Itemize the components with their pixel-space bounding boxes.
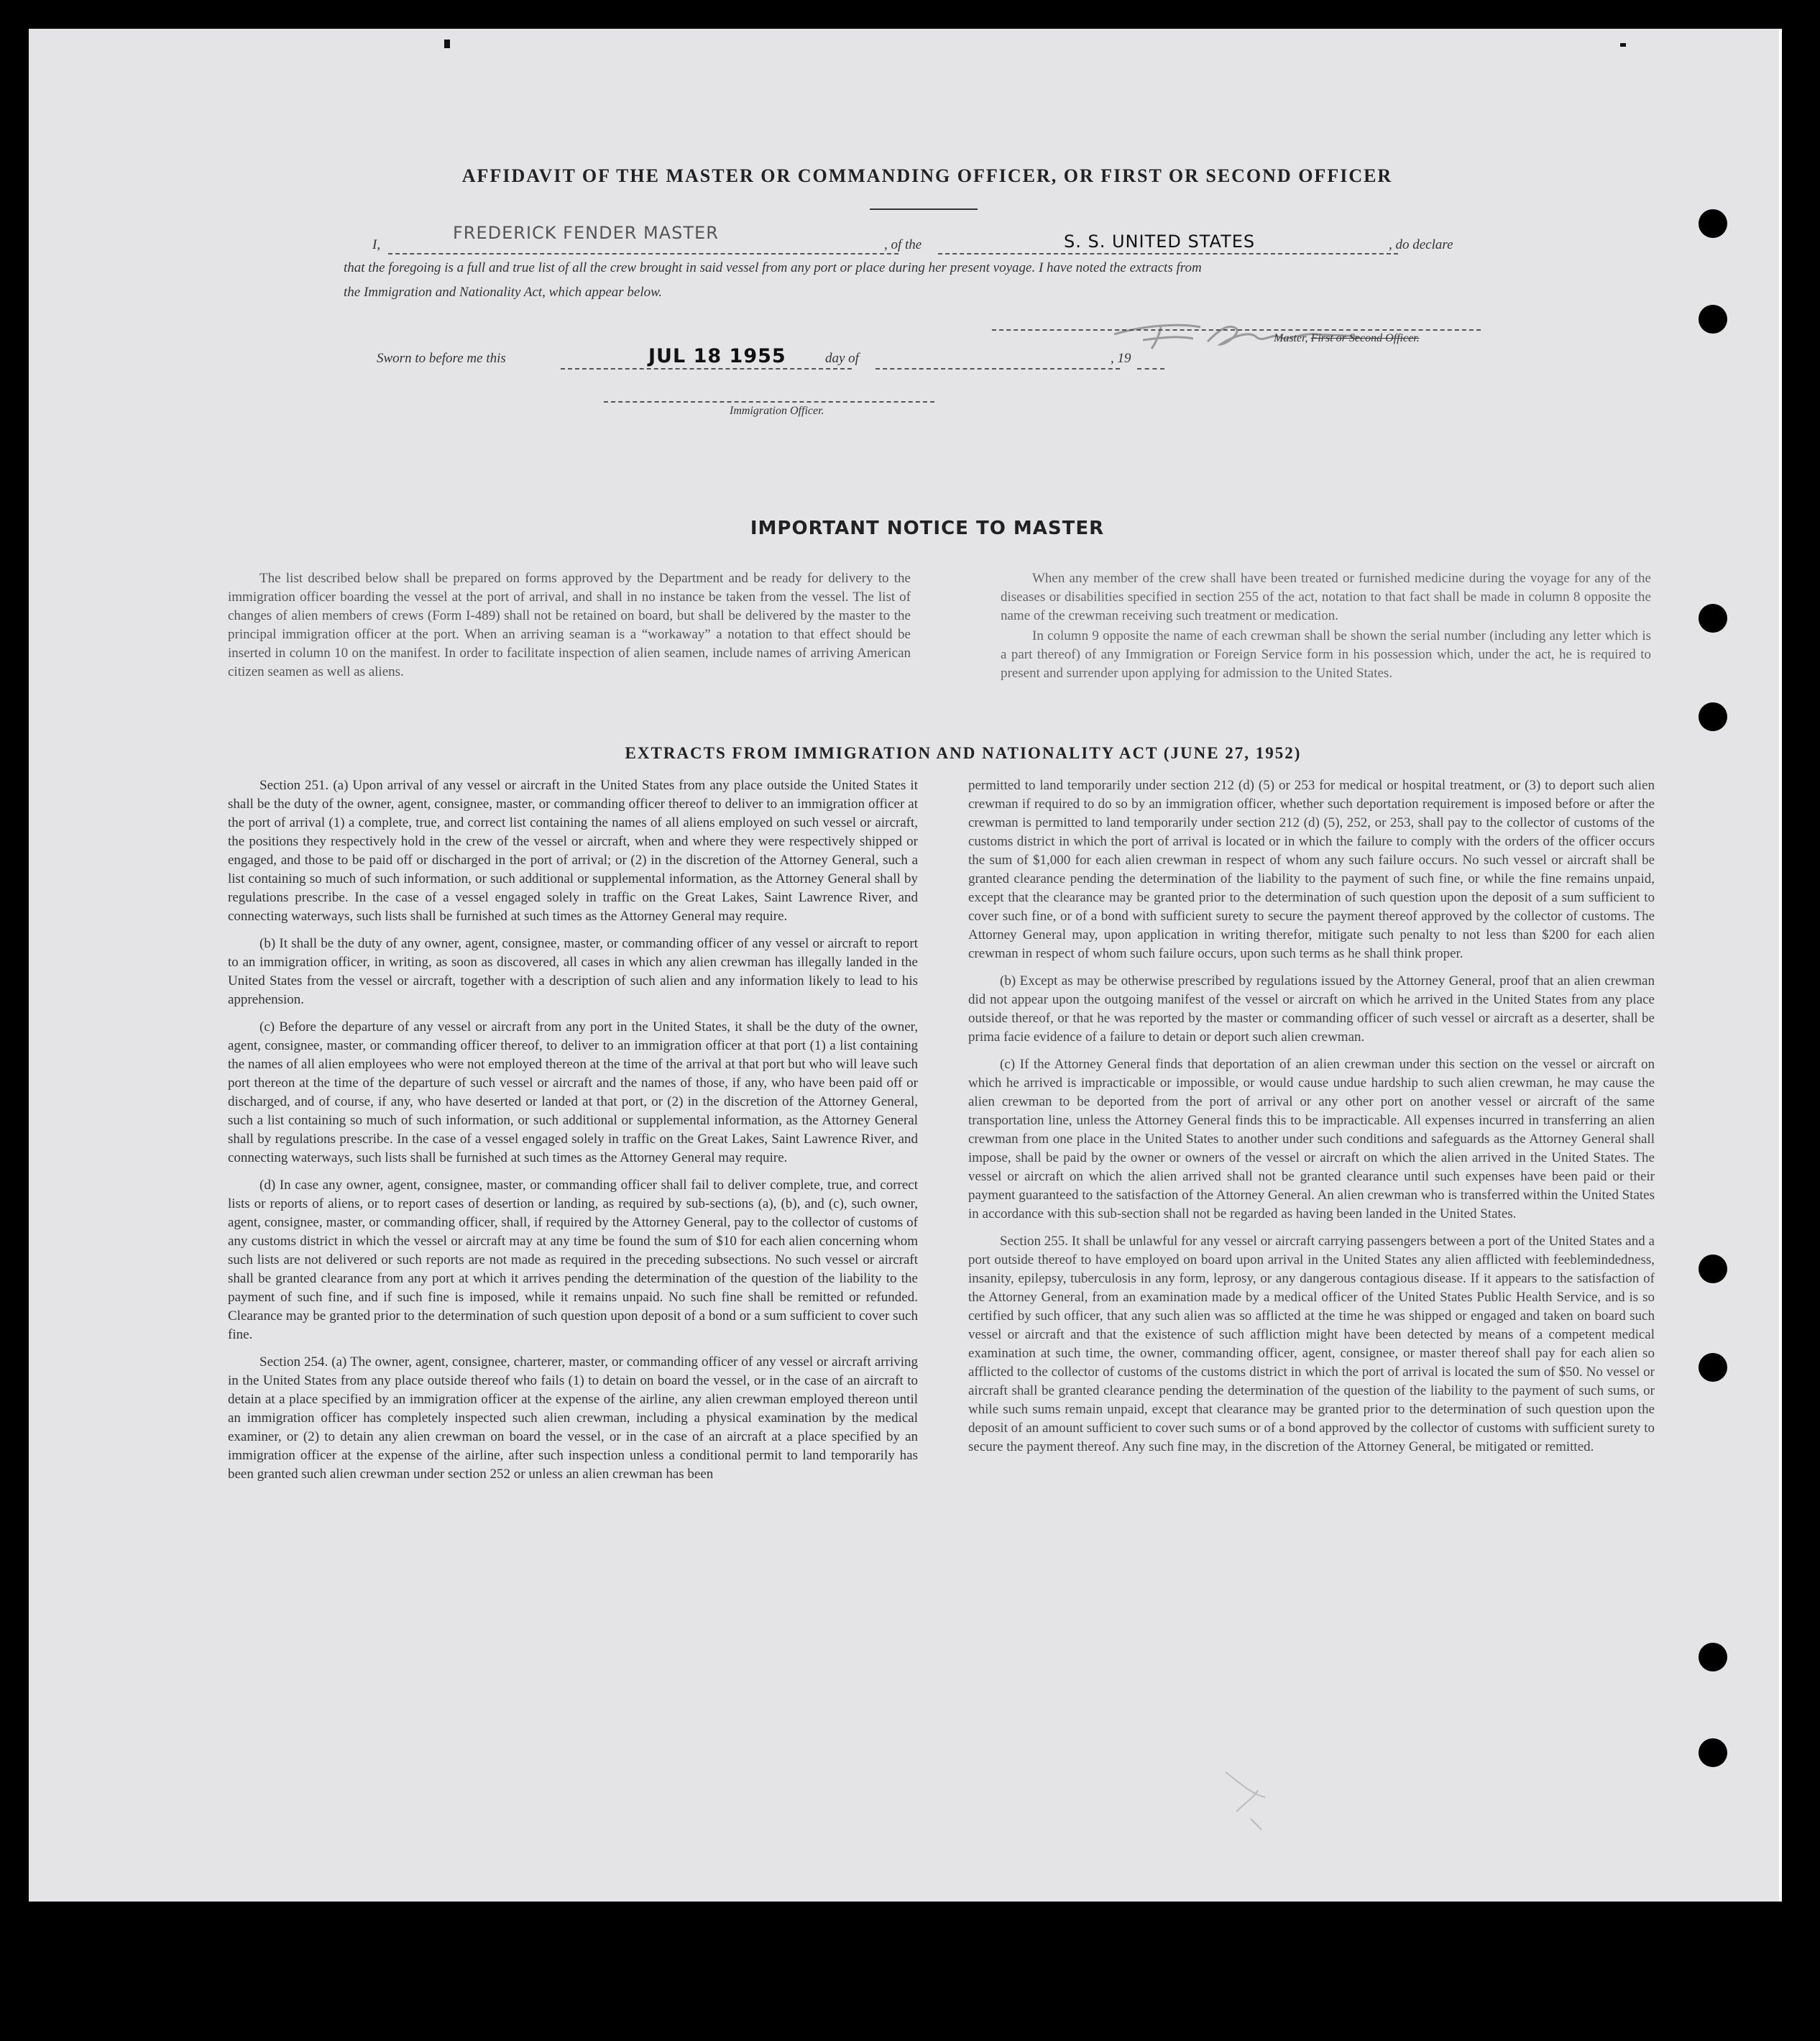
extract-section-254c: (c) If the Attorney General finds that deportation of an alien crewman under this section on the vessel or aircraft on which he arrived is impracticable or impossible, or would cause undue hardship to such alien crewman, he may cause the alien crewman to be deported from the port of arrival or any other port on another vessel or aircraft of the same transportation line, unless the Attorney General finds this to be impracticable. All expenses incurred in transferring an alien crewman from one place in the United States to another under such conditions and safeguards as the Attorney General shall impose, shall be paid by the owner or owners of the vessel or aircraft on which the alien arrived in the United States. The vessel or aircraft on which the alien arrived shall not be granted clearance until such expenses have been paid or their payment guaranteed to the satisfaction of the Attorney General. An alien crewman who is transferred within the United States in accordance with this sub-section shall not be regarded as having been landed in the United States. (968, 1057, 1655, 1221)
date-stamp: JUL 18 1955 (648, 345, 786, 367)
extract-section-251b: (b) It shall be the duty of any owner, agent, consignee, master, or commanding officer of any vessel or aircraft to report to an immigration officer, in writing, as soon as discovered, all cases in which any alien crewman has illegally landed in the United States from the vessel or aircraft, together with a description of such alien and any information likely to lead to his apprehension. (228, 936, 918, 1007)
master-label: Master, (1274, 332, 1308, 344)
notice-paragraph: When any member of the crew shall have been treated or furnished medicine during the voyage for any of the diseases or disabilities specified in section 255 of the act, notation to that fact shall be made in column 8 opposite the name of the crewman receiving such treatment or medication. (1001, 571, 1651, 623)
speck (444, 40, 450, 48)
sworn-label: Sworn to before me this (377, 351, 506, 366)
notice-right-column (1001, 569, 1651, 692)
form-page (29, 29, 1779, 1902)
extract-section-255: Section 255. It shall be unlawful for any vessel or aircraft carrying passengers between a port of the United States and a port outside thereof to have employed on board upon arrival in the United States any alien afflicted with feeblemindedness, insanity, epilepsy, tuberculosis in any form, leprosy, or any dangerous contagious disease. If it appears to the satisfaction of the Attorney General, from an examination made by a medical officer of the United States Public Health Service, and is so certified by such officer, that any such alien was so afflicted at the time he was shipped or engaged and taken on board such vessel or aircraft and that the existence of such affliction might have been detected by means of a competent medical examination at such time, the owner, commanding officer, agent, consignee, or master thereof shall pay for each alien so afflicted to the collector of customs of the customs district in which the port of arrival is located the sum of $50. No vessel or aircraft shall be granted clearance pending the determination of the question of the liability to the payment of such sums, or while such sums remain unpaid, except that clearance may be granted prior to the determination of such question upon the deposit of an amount sufficient to cover such sums or of a bond approved by the collector of customs with sufficient surety to secure the payment thereof. Any such fine may, in the discretion of the Attorney General, be mitigated or remitted. (968, 1234, 1655, 1454)
officer-caption: Immigration Officer. (730, 405, 824, 417)
master-caption (1274, 332, 1420, 345)
officer-signature-line (604, 401, 934, 403)
statement-line-2: the Immigration and Nationality Act, which appear below. (344, 285, 663, 300)
punch-hole (1699, 1353, 1727, 1382)
do-declare-label: , do declare (1389, 237, 1453, 252)
extracts-left-column (228, 776, 918, 1492)
punch-hole (1699, 1643, 1727, 1671)
punch-hole (1699, 702, 1727, 731)
extract-section-251d: (d) In case any owner, agent, consignee, master, or commanding officer shall fail to deliver complete, true, and correct lists or reports of aliens, or to report cases of desertion or landing, as required by sub-sections (a), (b), and (c), such owner, agent, consignee, master, or commanding officer, shall, if required by the Attorney General, pay to the collector of customs of any customs district in which the vessel or aircraft may at any time be found the sum of $10 for each alien concerning whom such lists are not delivered or such reports are not made as required in the preceding subsections. No such vessel or aircraft shall be granted clearance from any port at which it arrives pending the determination of the question of the liability to the payment of such fine, and if such fine is imposed, while it remains unpaid. No such fine shall be remitted or refunded. Clearance may be granted prior to the determination of such question upon deposit of a bond or a sum sufficient to cover such fine. (228, 1178, 918, 1342)
extracts-title: EXTRACTS FROM IMMIGRATION AND NATIONALITY ACT (JUNE 27, 1952) (625, 744, 1302, 762)
vessel-field-line (938, 253, 1398, 254)
name-field-line (388, 253, 898, 254)
punch-hole (1699, 1738, 1727, 1767)
year-label: , 19 (1111, 351, 1131, 366)
punch-hole (1699, 305, 1727, 334)
notice-title: IMPORTANT NOTICE TO MASTER (750, 518, 1105, 539)
pen-mark (1222, 1769, 1272, 1837)
extract-section-251c: (c) Before the departure of any vessel or aircraft from any port in the United States, it shall be the duty of the owner, agent, consignee, master, or commanding officer thereof, to deliver to an immigration officer at that port (1) a list containing the names of all alien employees who were not employed thereon at the time of the arrival at that port but who will leave such port thereon at the time of the departure of such vessel or aircraft and the names of those, if any, who have been paid off or discharged, and of course, if any, who have deserted or landed at that port, or (2) in the discretion of the Attorney General, such a list containing so much of such information, or such additional or supplemental information, as the Attorney General shall by regulations prescribe. In the case of a vessel engaged solely in traffic on the Great Lakes, Saint Lawrence River, and connecting waterways, such lists shall be furnished at such times as the Attorney General may require. (228, 1019, 918, 1165)
day-of-label: day of (825, 351, 859, 366)
of-the-label: , of the (884, 237, 922, 252)
sworn-month-line (875, 368, 1120, 370)
affidavit-title: AFFIDAVIT OF THE MASTER OR COMMANDING OFFICER, OR FIRST OR SECOND OFFICER (461, 165, 1393, 186)
extract-section-254a: Section 254. (a) The owner, agent, consignee, charterer, master, or commanding officer of any vessel or aircraft arriving in the United States from any place outside thereof who fails (1) to detain on board the vessel, or in the case of an aircraft to detain at a place specified by an immigration officer at the expense of the airline, any alien crewman employed thereon until an immigration officer has completely inspected such alien crewman, including a physical examination by the medical examiner, or (2) to detain any alien crewman on board the vessel, or in the case of an aircraft at a place specified by an immigration officer at the expense of the airline, after such inspection unless a conditional permit to land temporarily has been granted such alien crewman under section 252 or unless an alien crewman has been (228, 1354, 918, 1482)
notice-paragraph: In column 9 opposite the name of each crewman shall be shown the serial number (including any letter which is a part thereof) of any Immigration or Foreign Service form in his possession which, under the act, he is required to present and surrender upon applying for admission to the United States. (1001, 628, 1651, 681)
i-label: I, (372, 237, 381, 252)
extract-section-251a: Section 251. (a) Upon arrival of any vessel or aircraft in the United States from any place outside the United States it shall be the duty of the owner, agent, consignee, master, or commanding officer thereof to deliver to an immigration officer at the port of arrival (1) a complete, true, and correct list containing the names of all aliens employed on such vessel or aircraft, the positions they respectively hold in the crew of the vessel or aircraft, when and where they were respectively shipped or engaged, and those to be paid off or discharged in the port of arrival; or (2) in the discretion of the Attorney General, such a list containing so much of such information, or such additional or supplemental information, as the Attorney General shall by regulations prescribe. In the case of a vessel engaged solely in traffic on the Great Lakes, Saint Lawrence River, and connecting waterways, such lists shall be furnished at such times as the Attorney General may require. (228, 778, 918, 924)
vessel-name-typed: S. S. UNITED STATES (1064, 231, 1256, 252)
extracts-right-column (968, 776, 1655, 1465)
page-edge (1779, 29, 1782, 1902)
title-divider (870, 208, 978, 210)
statement-line-1: that the foregoing is a full and true list of all the crew brought in said vessel from any port or place during her present voyage. I have noted the extracts from (344, 260, 1202, 275)
notice-paragraph: The list described below shall be prepared on forms approved by the Department and be ready for delivery to the immigration officer boarding the vessel at the port of arrival, and shall in no instance be taken from the vessel. The list of changes of alien members of crews (Form I-489) shall not be retained on board, but shall be delivered by the master to the principal immigration officer at the port. When an arriving seaman is a “workaway” a notation to that effect should be inserted in column 10 on the manifest. In order to facilitate inspection of alien seamen, include names of arriving American citizen seamen as well as aliens. (228, 571, 911, 679)
punch-hole (1699, 604, 1727, 633)
speck (1620, 43, 1626, 47)
sworn-day-line (561, 368, 852, 370)
sworn-year-line (1137, 368, 1164, 370)
signature-line (992, 329, 1481, 331)
punch-hole (1699, 209, 1727, 238)
extract-section-254b: (b) Except as may be otherwise prescribed by regulations issued by the Attorney General, proof that an alien crewman did not appear upon the outgoing manifest of the vessel or aircraft on which he arrived in the United States from any place outside thereof, or that he was reported by the master or commanding officer of such vessel or aircraft as a deserter, shall be prima facie evidence of a failure to detain or deport such alien crewman. (968, 973, 1655, 1045)
notice-left-column (228, 569, 911, 690)
extract-section-254a-cont: permitted to land temporarily under section 212 (d) (5) or 253 for medical or hospital treatment, or (3) to deport such alien crewman if required to do so by an immigration officer, whether such deportation requirement is imposed before or after the crewman is permitted to land temporarily under section 212 (d) (5), 252, or 253, shall pay to the collector of customs of the customs district in which the port of arrival is located or in which the failure to comply with the orders of the officer occurs the sum of $1,000 for each alien crewman in respect of whom any such failure occurs. No such vessel or aircraft shall be granted clearance pending the determination of the liability to the payment of such fine, or while the fine remains unpaid, except that the clearance may be granted prior to the determination of such question upon the deposit of a sum sufficient to cover such fine, or of a bond with sufficient surety to secure the payment thereof approved by the collector of customs. The Attorney General may, upon application in writing therefor, mitigate such penalty to not less than $200 for each alien crewman in respect of whom such failure occurs, upon such terms as he shall think proper. (968, 778, 1655, 961)
master-name-typed: FREDERICK FENDER MASTER (453, 223, 719, 243)
punch-hole (1699, 1255, 1727, 1283)
struck-officer-label: First or Second Officer. (1310, 332, 1420, 344)
